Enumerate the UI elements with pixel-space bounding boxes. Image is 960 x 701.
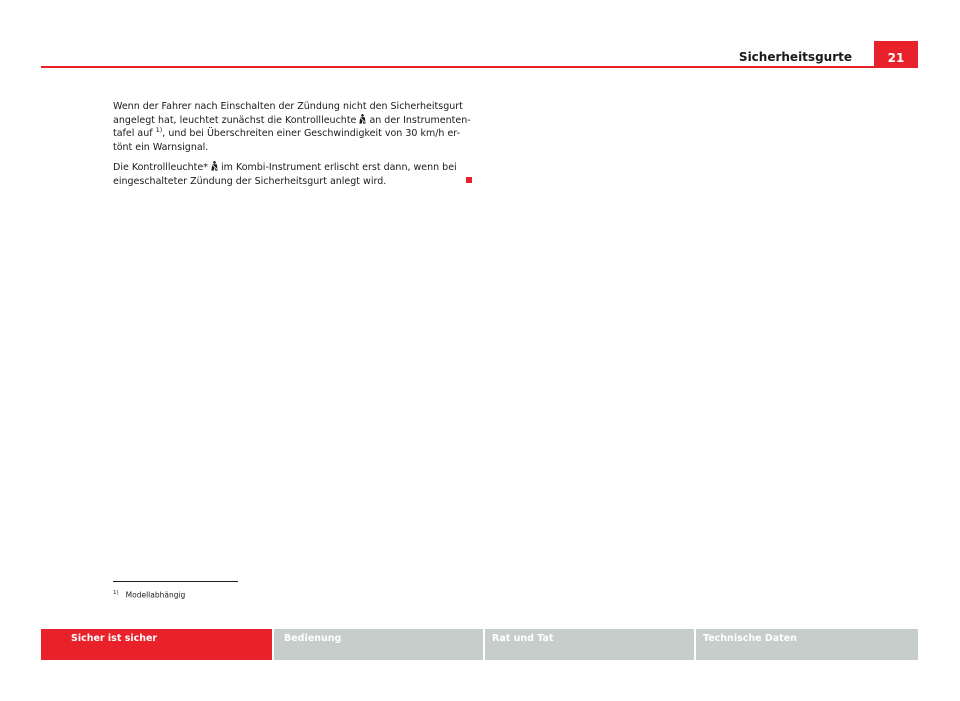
paragraph-1-part-c: , und bei Überschreiten einer Geschwindigkeit von 30 km/h er-tönt ein Warnsignal. — [113, 128, 461, 153]
footnote-marker: 1) — [113, 590, 119, 596]
paragraph-1-part-a: Wenn der Fahrer nach Einschalten der Zündung nicht den Sicherheitsgurt angelegt hat, leuchtet zunächst die Kontrollleuchte — [113, 101, 463, 126]
chapter-nav — [41, 629, 918, 660]
footnote — [113, 590, 185, 600]
nav-tab-bedienung[interactable]: Bedienung — [272, 629, 483, 660]
seatbelt-warning-icon — [211, 161, 218, 171]
footnote-rule — [113, 581, 238, 582]
page-number: 21 — [874, 41, 918, 68]
paragraph-2 — [113, 161, 473, 188]
paragraph-1 — [113, 100, 473, 154]
nav-tab-technische-daten[interactable]: Technische Daten — [694, 629, 918, 660]
footnote-ref[interactable]: 1) — [155, 125, 163, 134]
header-rule — [41, 66, 918, 68]
section-end-marker — [466, 177, 472, 183]
body-text — [113, 100, 473, 195]
paragraph-1-part-b: an der Instrumenten-tafel auf — [113, 114, 471, 139]
paragraph-2-part-a: Die Kontrollleuchte* — [113, 162, 212, 173]
nav-tab-sicher-ist-sicher[interactable]: Sicher ist sicher — [41, 629, 272, 660]
footnote-text: Modellabhängig — [125, 590, 186, 600]
nav-tab-rat-und-tat[interactable]: Rat und Tat — [483, 629, 694, 660]
page-title: Sicherheitsgurte — [738, 50, 852, 64]
paragraph-2-part-b: im Kombi-Instrument erlischt erst dann, wenn bei eingeschalteter Zündung der Sicherheitsgurt anlegt wird. — [113, 162, 457, 187]
